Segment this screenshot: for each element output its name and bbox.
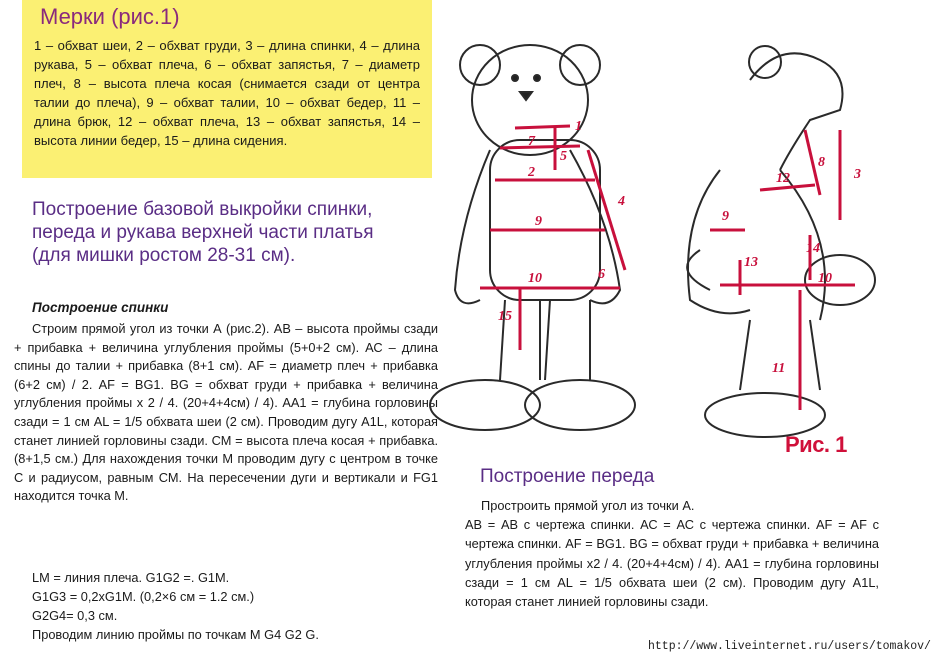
measurement-lines — [480, 126, 855, 410]
num-label: 8 — [818, 155, 825, 170]
section-heading-base-pattern: Построение базовой выкройки спинки, переда и рукава верхней части платья (для мишки ростом 28-31 см). — [32, 199, 374, 266]
bear-measurement-figure — [420, 20, 899, 465]
figure-label: Рис. 1 — [785, 432, 847, 457]
measurement-numbers — [498, 119, 861, 376]
num-label: 6 — [598, 267, 605, 282]
bear-front-outline — [430, 45, 635, 430]
num-label: 10 — [528, 271, 542, 286]
bear-side-outline — [687, 46, 875, 437]
subheading-back: Построение спинки — [32, 300, 169, 315]
source-url: http://www.liveinternet.ru/users/tomakov/ — [648, 640, 931, 653]
num-label: 3 — [854, 167, 861, 182]
num-label: 11 — [772, 361, 786, 376]
measures-text: 1 – обхват шеи, 2 – обхват груди, 3 – длина спинки, 4 – длина рукава, 5 – обхват плеча, 6 – обхват запястья, 7 – диаметр плеч, 8 – высота плеча косая (снимается сзади от центра талии до плеча), 9 – обхват талии, 10 – обхват бедер, 11 – длина брюк, 12 – обхват плеча, 13 – обхват запястья, 14 – высота линии бедер, 15 – длина сидения. — [34, 38, 420, 148]
num-label: 10 — [818, 271, 832, 286]
front-instructions — [465, 496, 879, 611]
num-label: 9 — [722, 209, 729, 224]
measures-box — [22, 0, 432, 178]
num-label: 7 — [528, 134, 535, 149]
num-label: 12 — [776, 171, 790, 186]
num-label: 4 — [618, 194, 625, 209]
num-label: 15 — [498, 309, 512, 324]
num-label: 5 — [560, 149, 567, 164]
num-label: 14 — [806, 241, 820, 256]
formula-line: Проводим линию проймы по точкам M G4 G2 G. — [32, 627, 319, 642]
back-instructions: Строим прямой угол из точки А (рис.2). АВ – высота проймы сзади + прибавка + величина углубления проймы (5+0+2 см). АС – длина спины до талии + прибавка (8+1 см). AF = диаметр плеч + прибавка (6+2 см) / 2. AF = BG1. BG = обхват груди + прибавка + величина углубления проймы х 2 / 4. (20+4+4см) / 4). АА1 = глубина горловины сзади = 1 см AL = 1/5 обхвата шеи (2 см). Проводим дугу A1L, которая станет линией горловины сзади. СМ = высота плеча косая + прибавка. (8+1,5 см.) Для нахождения точки М проводим дугу с центром в точке С и радиусом, равным СМ. На пересечении дуги и вертикали и FG1 находится точка М. — [14, 321, 438, 504]
measures-title: Мерки (рис.1) — [40, 4, 180, 29]
num-label: 1 — [575, 119, 582, 134]
num-label: 2 — [528, 165, 535, 180]
formula-line: LM = линия плеча. G1G2 =. G1M. — [32, 570, 230, 585]
front-lead: Простроить прямой угол из точки А. — [481, 498, 695, 513]
back-formulas — [32, 568, 319, 644]
formula-line: G1G3 = 0,2хG1M. (0,2×6 см = 1.2 см.) — [32, 589, 255, 604]
num-label: 9 — [535, 214, 542, 229]
front-body: АВ = АВ с чертежа спинки. АС = АС с чертежа спинки. AF = AF с чертежа спинки. AF = BG1. BG = обхват груди + прибавка + величина углубления проймы х2 / 4. (20+4+4см) / 4). АА1 = глубина горловины сзади = 1 см AL = 1/5 обхвата шеи (2 см). Проводим дугу A1L, которая станет линией горловины сзади. — [465, 517, 879, 610]
formula-line: G2G4= 0,3 см. — [32, 608, 118, 623]
num-label: 13 — [744, 255, 758, 270]
section-heading-front: Построение переда — [480, 466, 655, 487]
